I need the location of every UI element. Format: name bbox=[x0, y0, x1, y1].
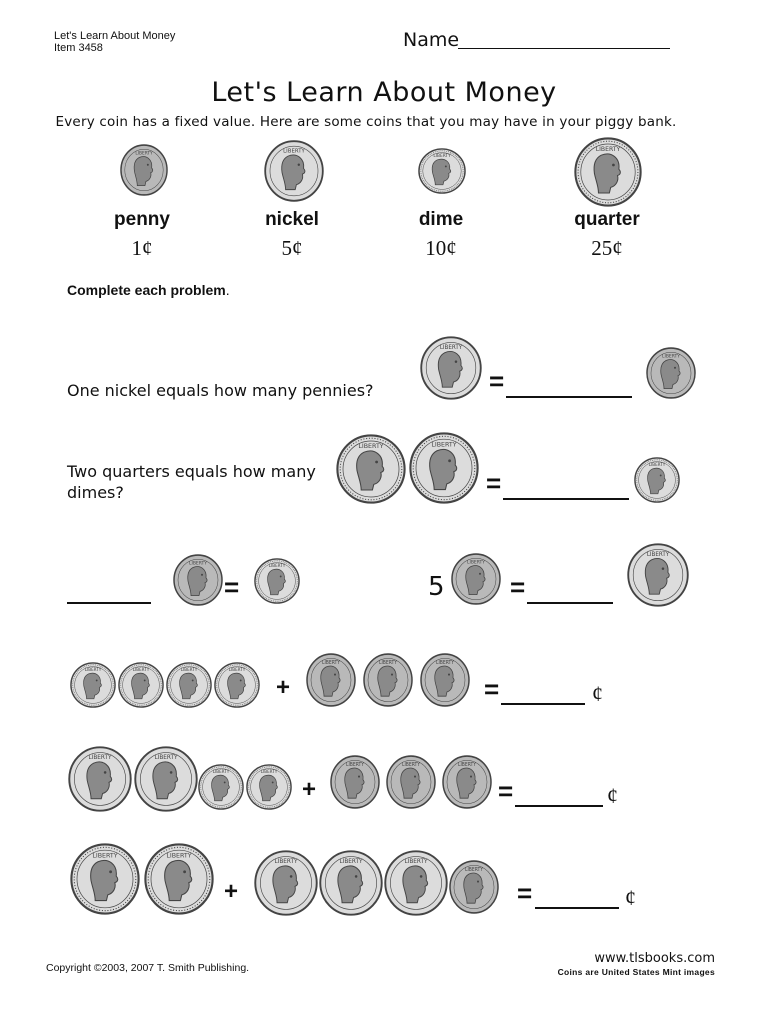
nickel-coin-icon bbox=[420, 336, 482, 400]
coin-value-dime: 10¢ bbox=[425, 236, 457, 260]
coin-value-quarter: 25¢ bbox=[591, 236, 623, 260]
svg-text:LIBERTY: LIBERTY bbox=[180, 667, 198, 673]
quarter-coin-icon bbox=[574, 137, 642, 207]
cent-sign: ¢ bbox=[607, 783, 618, 808]
equals-sign: = bbox=[510, 572, 526, 602]
dime-coin-icon bbox=[70, 662, 116, 708]
penny-coin-icon bbox=[330, 755, 380, 809]
header-item-number: Item 3458 bbox=[54, 42, 103, 54]
instruction-text: Complete each problem. bbox=[67, 282, 230, 298]
svg-text:LIBERTY: LIBERTY bbox=[228, 667, 246, 673]
nickel-coin-icon bbox=[384, 850, 448, 916]
svg-text:LIBERTY: LIBERTY bbox=[132, 667, 150, 673]
name-label: Name bbox=[403, 29, 460, 51]
nickel-coin-icon bbox=[264, 140, 324, 202]
nickel-coin-icon bbox=[254, 850, 318, 916]
svg-text:LIBERTY: LIBERTY bbox=[283, 148, 305, 155]
dime-coin-icon bbox=[418, 148, 466, 194]
name-field-line[interactable] bbox=[458, 48, 670, 49]
answer-blank-1[interactable] bbox=[506, 396, 632, 398]
svg-text:LIBERTY: LIBERTY bbox=[274, 859, 298, 866]
dime-coin-icon bbox=[198, 764, 244, 810]
svg-text:LIBERTY: LIBERTY bbox=[84, 667, 102, 673]
nickel-coin-icon bbox=[319, 850, 383, 916]
penny-coin-icon bbox=[306, 653, 356, 707]
dime-coin-icon bbox=[246, 764, 292, 810]
svg-text:LIBERTY: LIBERTY bbox=[188, 561, 208, 567]
svg-text:LIBERTY: LIBERTY bbox=[378, 660, 398, 666]
question-2-line-2: dimes? bbox=[67, 483, 124, 502]
svg-text:LIBERTY: LIBERTY bbox=[595, 145, 621, 154]
answer-blank-4[interactable] bbox=[527, 602, 613, 604]
equals-sign: = bbox=[517, 878, 533, 908]
coin-value-penny: 1¢ bbox=[131, 236, 153, 260]
coin-name-dime: dime bbox=[418, 209, 464, 230]
question-1: One nickel equals how many pennies? bbox=[67, 381, 374, 400]
penny-coin-icon bbox=[173, 554, 223, 606]
copyright-text: Copyright ©2003, 2007 T. Smith Publishing. bbox=[46, 962, 250, 974]
coin-name-penny: penny bbox=[114, 209, 170, 230]
coin-value-nickel: 5¢ bbox=[281, 236, 303, 260]
question-2 bbox=[67, 461, 316, 503]
mint-images-note: Coins are United States Mint images bbox=[557, 967, 715, 977]
svg-text:LIBERTY: LIBERTY bbox=[435, 660, 455, 666]
svg-text:LIBERTY: LIBERTY bbox=[464, 867, 484, 873]
svg-text:LIBERTY: LIBERTY bbox=[433, 153, 451, 159]
equals-sign: = bbox=[224, 572, 240, 602]
answer-blank-3[interactable] bbox=[67, 602, 151, 604]
svg-text:LIBERTY: LIBERTY bbox=[260, 769, 278, 775]
svg-text:LIBERTY: LIBERTY bbox=[439, 344, 463, 351]
svg-text:LIBERTY: LIBERTY bbox=[268, 563, 286, 569]
svg-text:LIBERTY: LIBERTY bbox=[166, 851, 192, 860]
plus-sign: + bbox=[302, 776, 317, 803]
svg-text:LIBERTY: LIBERTY bbox=[404, 859, 428, 866]
equals-sign: = bbox=[484, 674, 500, 704]
dime-coin-icon bbox=[166, 662, 212, 708]
equals-sign: = bbox=[489, 366, 505, 396]
equals-sign: = bbox=[486, 468, 502, 498]
plus-sign: + bbox=[276, 674, 291, 701]
plus-sign: + bbox=[224, 878, 239, 905]
svg-text:LIBERTY: LIBERTY bbox=[339, 859, 363, 866]
cent-sign: ¢ bbox=[592, 681, 603, 706]
svg-text:LIBERTY: LIBERTY bbox=[154, 755, 178, 762]
coin-name-nickel: nickel bbox=[265, 209, 319, 230]
svg-text:LIBERTY: LIBERTY bbox=[457, 762, 477, 768]
svg-text:LIBERTY: LIBERTY bbox=[646, 551, 670, 558]
quarter-coin-icon bbox=[336, 434, 406, 504]
answer-blank-2[interactable] bbox=[503, 498, 629, 500]
penny-coin-icon bbox=[646, 347, 696, 399]
answer-blank-5[interactable] bbox=[501, 703, 585, 705]
svg-text:LIBERTY: LIBERTY bbox=[431, 440, 457, 449]
dime-coin-icon bbox=[254, 558, 300, 604]
penny-coin-icon bbox=[420, 653, 470, 707]
penny-coin-icon bbox=[449, 860, 499, 914]
svg-text:LIBERTY: LIBERTY bbox=[401, 762, 421, 768]
svg-text:LIBERTY: LIBERTY bbox=[212, 769, 230, 775]
svg-text:LIBERTY: LIBERTY bbox=[321, 660, 341, 666]
cent-sign: ¢ bbox=[625, 885, 636, 910]
svg-text:LIBERTY: LIBERTY bbox=[648, 462, 666, 468]
penny-coin-icon bbox=[386, 755, 436, 809]
coin-name-quarter: quarter bbox=[574, 209, 640, 230]
nickel-coin-icon bbox=[68, 746, 132, 812]
svg-text:LIBERTY: LIBERTY bbox=[135, 151, 153, 157]
penny-coin-icon bbox=[451, 553, 501, 605]
equals-sign: = bbox=[498, 776, 514, 806]
svg-text:LIBERTY: LIBERTY bbox=[92, 851, 118, 860]
svg-text:LIBERTY: LIBERTY bbox=[88, 755, 112, 762]
intro-text: Every coin has a fixed value. Here are some coins that you may have in your piggy bank. bbox=[55, 114, 677, 130]
quarter-coin-icon bbox=[144, 843, 214, 915]
quarter-coin-icon bbox=[409, 432, 479, 504]
quarter-coin-icon bbox=[70, 843, 140, 915]
answer-blank-7[interactable] bbox=[535, 907, 619, 909]
dime-coin-icon bbox=[214, 662, 260, 708]
number-five: 5 bbox=[428, 572, 445, 602]
nickel-coin-icon bbox=[627, 543, 689, 607]
dime-coin-icon bbox=[118, 662, 164, 708]
dime-coin-icon bbox=[634, 457, 680, 503]
svg-text:LIBERTY: LIBERTY bbox=[358, 443, 384, 450]
svg-text:LIBERTY: LIBERTY bbox=[466, 560, 486, 566]
nickel-coin-icon bbox=[134, 746, 198, 812]
header-worksheet-title: Let's Learn About Money bbox=[54, 30, 176, 42]
page-title: Let's Learn About Money bbox=[211, 77, 557, 108]
penny-coin-icon bbox=[120, 144, 168, 196]
question-2-line-1: Two quarters equals how many bbox=[67, 462, 316, 481]
penny-coin-icon bbox=[442, 755, 492, 809]
penny-coin-icon bbox=[363, 653, 413, 707]
svg-text:LIBERTY: LIBERTY bbox=[661, 354, 681, 360]
answer-blank-6[interactable] bbox=[515, 805, 603, 807]
svg-text:LIBERTY: LIBERTY bbox=[345, 762, 365, 768]
website-link[interactable]: www.tlsbooks.com bbox=[594, 951, 715, 966]
